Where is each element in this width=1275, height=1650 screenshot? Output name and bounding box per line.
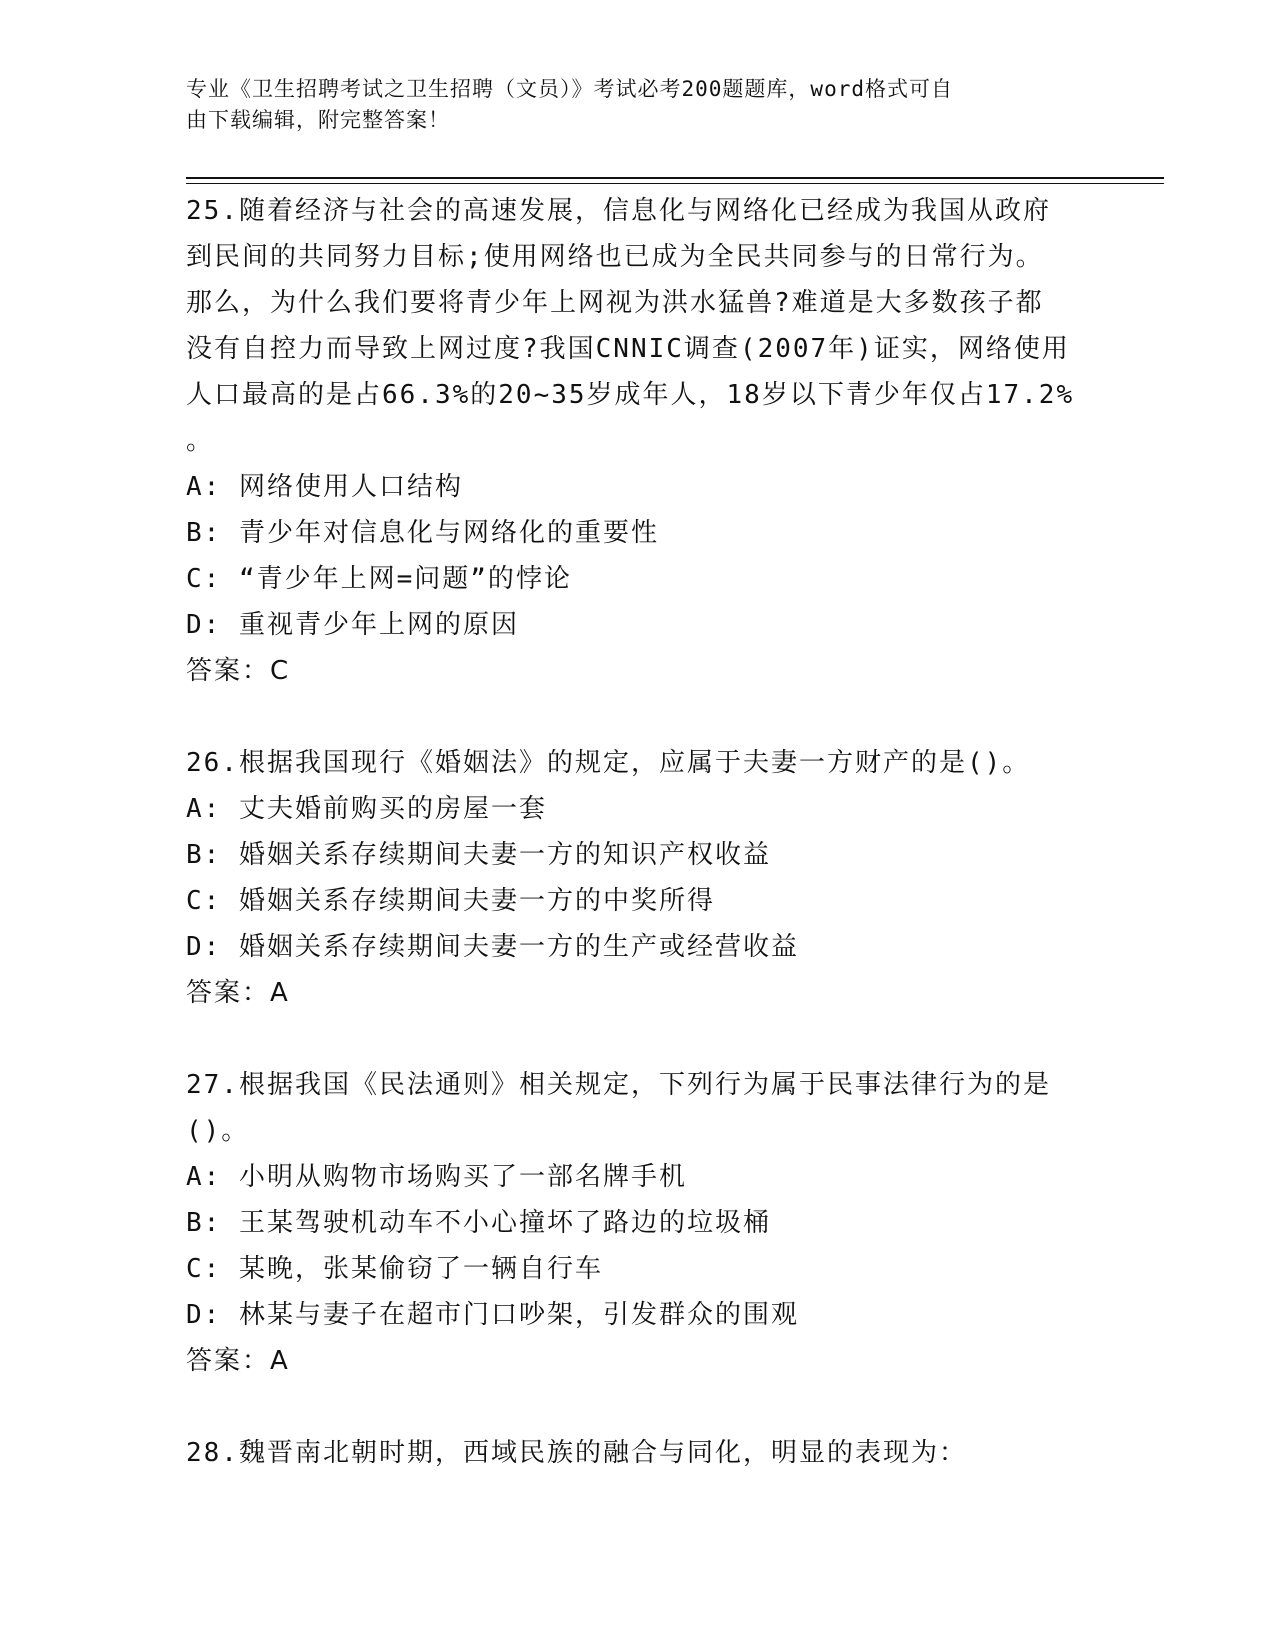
header-divider-thick (186, 177, 1164, 179)
option-a: A: 丈夫婚前购买的房屋一套 (186, 794, 547, 824)
answer-label: 答案：A (186, 978, 290, 1008)
question-26 (186, 740, 1086, 1016)
header-line-2: 由下载编辑，附完整答案！ (186, 108, 450, 132)
question-stem-line: 25.随着经济与社会的高速发展，信息化与网络化已经成为我国从政府 (186, 196, 1051, 226)
question-spacer (186, 694, 1086, 740)
question-25 (186, 188, 1086, 694)
option-d: D: 婚姻关系存续期间夫妻一方的生产或经营收益 (186, 932, 799, 962)
question-list (186, 188, 1086, 1476)
question-stem-line: 。 (186, 426, 215, 456)
question-stem-line: 27.根据我国《民法通则》相关规定，下列行为属于民事法律行为的是 (186, 1070, 1051, 1100)
question-stem-line: 26.根据我国现行《婚姻法》的规定，应属于夫妻一方财产的是()。 (186, 748, 1031, 778)
option-a: A: 小明从购物市场购买了一部名牌手机 (186, 1162, 687, 1192)
option-c: C: 某晚，张某偷窃了一辆自行车 (186, 1254, 603, 1284)
answer-label: 答案：A (186, 1346, 290, 1376)
option-d: D: 林某与妻子在超市门口吵架，引发群众的围观 (186, 1300, 799, 1330)
question-stem-line: 没有自控力而导致上网过度?我国CNNIC调查(2007年)证实，网络使用 (186, 334, 1070, 364)
option-b: B: 王某驾驶机动车不小心撞坏了路边的垃圾桶 (186, 1208, 771, 1238)
header-line-1: 专业《卫生招聘考试之卫生招聘（文员）》考试必考200题题库，word格式可自 (186, 77, 953, 101)
question-28 (186, 1430, 1086, 1476)
option-c: C: 婚姻关系存续期间夫妻一方的中奖所得 (186, 886, 715, 916)
header-divider-thin (186, 183, 1164, 184)
document-header (186, 74, 1066, 136)
question-stem-line: 人口最高的是占66.3%的20~35岁成年人，18岁以下青少年仅占17.2% (186, 380, 1075, 410)
option-a: A: 网络使用人口结构 (186, 472, 463, 502)
option-b: B: 青少年对信息化与网络化的重要性 (186, 518, 659, 548)
question-spacer (186, 1384, 1086, 1430)
question-27 (186, 1062, 1086, 1384)
question-stem-line: 那么，为什么我们要将青少年上网视为洪水猛兽?难道是大多数孩子都 (186, 288, 1044, 318)
question-spacer (186, 1016, 1086, 1062)
question-stem-line: 到民间的共同努力目标;使用网络也已成为全民共同参与的日常行为。 (186, 242, 1044, 272)
question-stem-line: ()。 (186, 1116, 250, 1146)
option-b: B: 婚姻关系存续期间夫妻一方的知识产权收益 (186, 840, 771, 870)
answer-label: 答案：C (186, 656, 291, 686)
question-stem-line: 28.魏晋南北朝时期，西域民族的融合与同化，明显的表现为： (186, 1438, 967, 1468)
option-c: C: “青少年上网=问题”的悖论 (186, 564, 572, 594)
option-d: D: 重视青少年上网的原因 (186, 610, 519, 640)
